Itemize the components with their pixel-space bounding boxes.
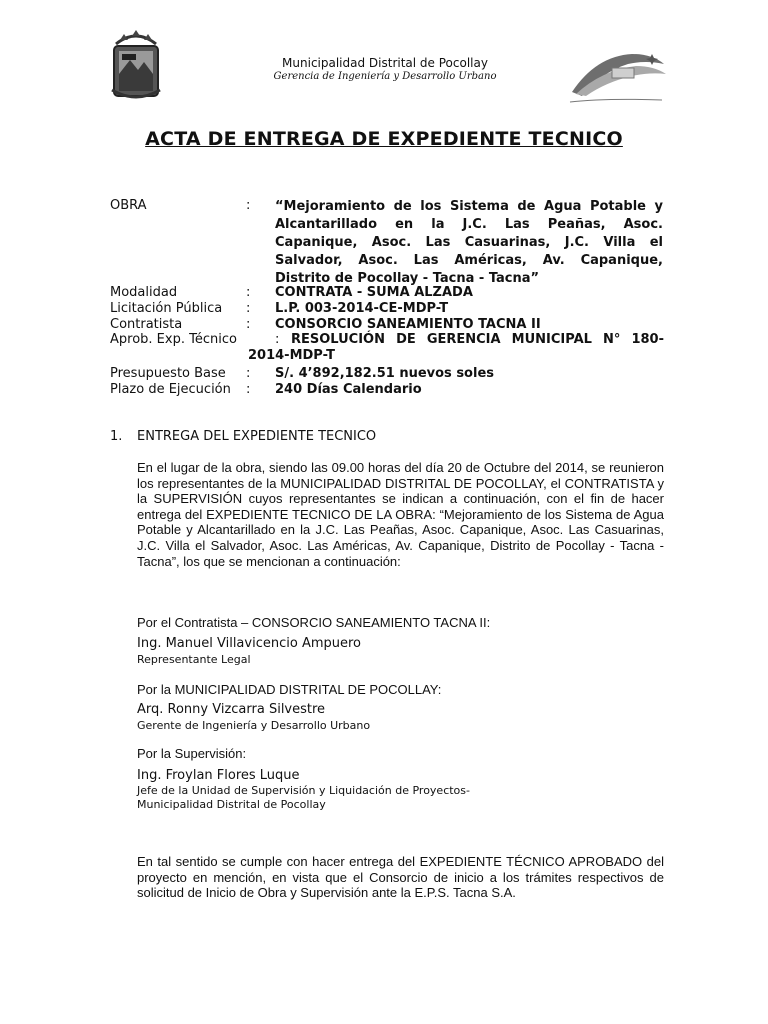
municipal-crest-logo	[110, 30, 162, 102]
licitacion-colon: :	[246, 301, 251, 316]
plazo-value: 240 Días Calendario	[275, 382, 422, 397]
supervision-role-line-1: Jefe de la Unidad de Supervisión y Liquidación de Proyectos-	[137, 784, 470, 797]
document-title: ACTA DE ENTREGA DE EXPEDIENTE TECNICO	[145, 128, 623, 150]
presupuesto-value: S/. 4’892,182.51 nuevos soles	[275, 366, 495, 381]
presupuesto-label: Presupuesto Base	[110, 366, 226, 381]
licitacion-value: L.P. 003-2014-CE-MDP-T	[275, 301, 449, 316]
municipalidad-heading: Por la MUNICIPALIDAD DISTRITAL DE POCOLLAY:	[137, 682, 442, 697]
contratista-colon: :	[246, 317, 251, 332]
municipalidad-role: Gerente de Ingeniería y Desarrollo Urbano	[137, 719, 371, 732]
contratista-representative: Ing. Manuel Villavicencio Ampuero	[137, 636, 361, 651]
closing-paragraph: En tal sentido se cumple con hacer entrega del EXPEDIENTE TÉCNICO APROBADO del proyecto en mención, en vista que el Consorcio de inicio a los trámites respectivos de solicitud de Inicio de Obra y Supervisión ante la E.P.S. Tacna S.A.	[137, 854, 664, 901]
aprob-value: RESOLUCIÓN DE GERENCIA MUNICIPAL N° 180-2014-MDP-T	[248, 332, 664, 363]
pocollay-logo	[566, 48, 670, 106]
modalidad-value: CONTRATA - SUMA ALZADA	[275, 285, 473, 300]
supervision-role-line-2: Municipalidad Distrital de Pocollay	[137, 798, 326, 811]
contratista-role: Representante Legal	[137, 653, 251, 666]
contratista-value: CONSORCIO SANEAMIENTO TACNA II	[275, 317, 541, 332]
obra-label: OBRA	[110, 198, 147, 213]
supervision-heading: Por la Supervisión:	[137, 746, 247, 761]
intro-paragraph: En el lugar de la obra, siendo las 09.00 horas del día 20 de Octubre del 2014, se reunieron los representantes de la MUNICIPALIDAD DISTRITAL DE POCOLLAY, el CONTRATISTA y la SUPERVISIÓN cuyos representantes se indican a continuación, con el fin de hacer entrega del EXPEDIENTE TECNICO DE LA OBRA: “Mejoramiento de los Sistema de Agua Potable y Alcantarillado en la J.C. Las Peañas, Asoc. Capanique, Asoc. Las Casuarinas, J.C. Villa el Salvador, Asoc. Las Américas, Av. Capanique, Distrito de Pocollay - Tacna - Tacna”, los que se mencionan a continuación:	[137, 460, 664, 569]
modalidad-colon: :	[246, 285, 251, 300]
section-number: 1.	[110, 429, 123, 444]
contratista-heading: Por el Contratista – CONSORCIO SANEAMIENTO TACNA II:	[137, 615, 491, 630]
modalidad-label: Modalidad	[110, 285, 178, 300]
obra-colon: :	[246, 198, 251, 213]
municipalidad-representative: Arq. Ronny Vizcarra Silvestre	[137, 702, 326, 717]
supervision-representative: Ing. Froylan Flores Luque	[137, 768, 300, 783]
plazo-label: Plazo de Ejecución	[110, 382, 231, 397]
plazo-colon: :	[246, 382, 251, 397]
contratista-label: Contratista	[110, 317, 183, 332]
presupuesto-colon: :	[246, 366, 251, 381]
aprob-label: Aprob. Exp. Técnico	[110, 332, 237, 347]
department-name: Gerencia de Ingeniería y Desarrollo Urbano	[273, 71, 497, 82]
licitacion-label: Licitación Pública	[110, 301, 223, 316]
section-title: ENTREGA DEL EXPEDIENTE TECNICO	[137, 429, 377, 444]
aprob-colon: :	[275, 332, 280, 347]
institution-name: Municipalidad Distrital de Pocollay	[282, 56, 488, 70]
obra-value: “Mejoramiento de los Sistema de Agua Potable y Alcantarillado en la J.C. Las Peañas, Asoc. Capanique, Asoc. Las Casuarinas, J.C. Villa el Salvador, Asoc. Las Américas, Av. Capanique, Distrito de Pocollay - Tacna - Tacna”	[275, 199, 663, 286]
